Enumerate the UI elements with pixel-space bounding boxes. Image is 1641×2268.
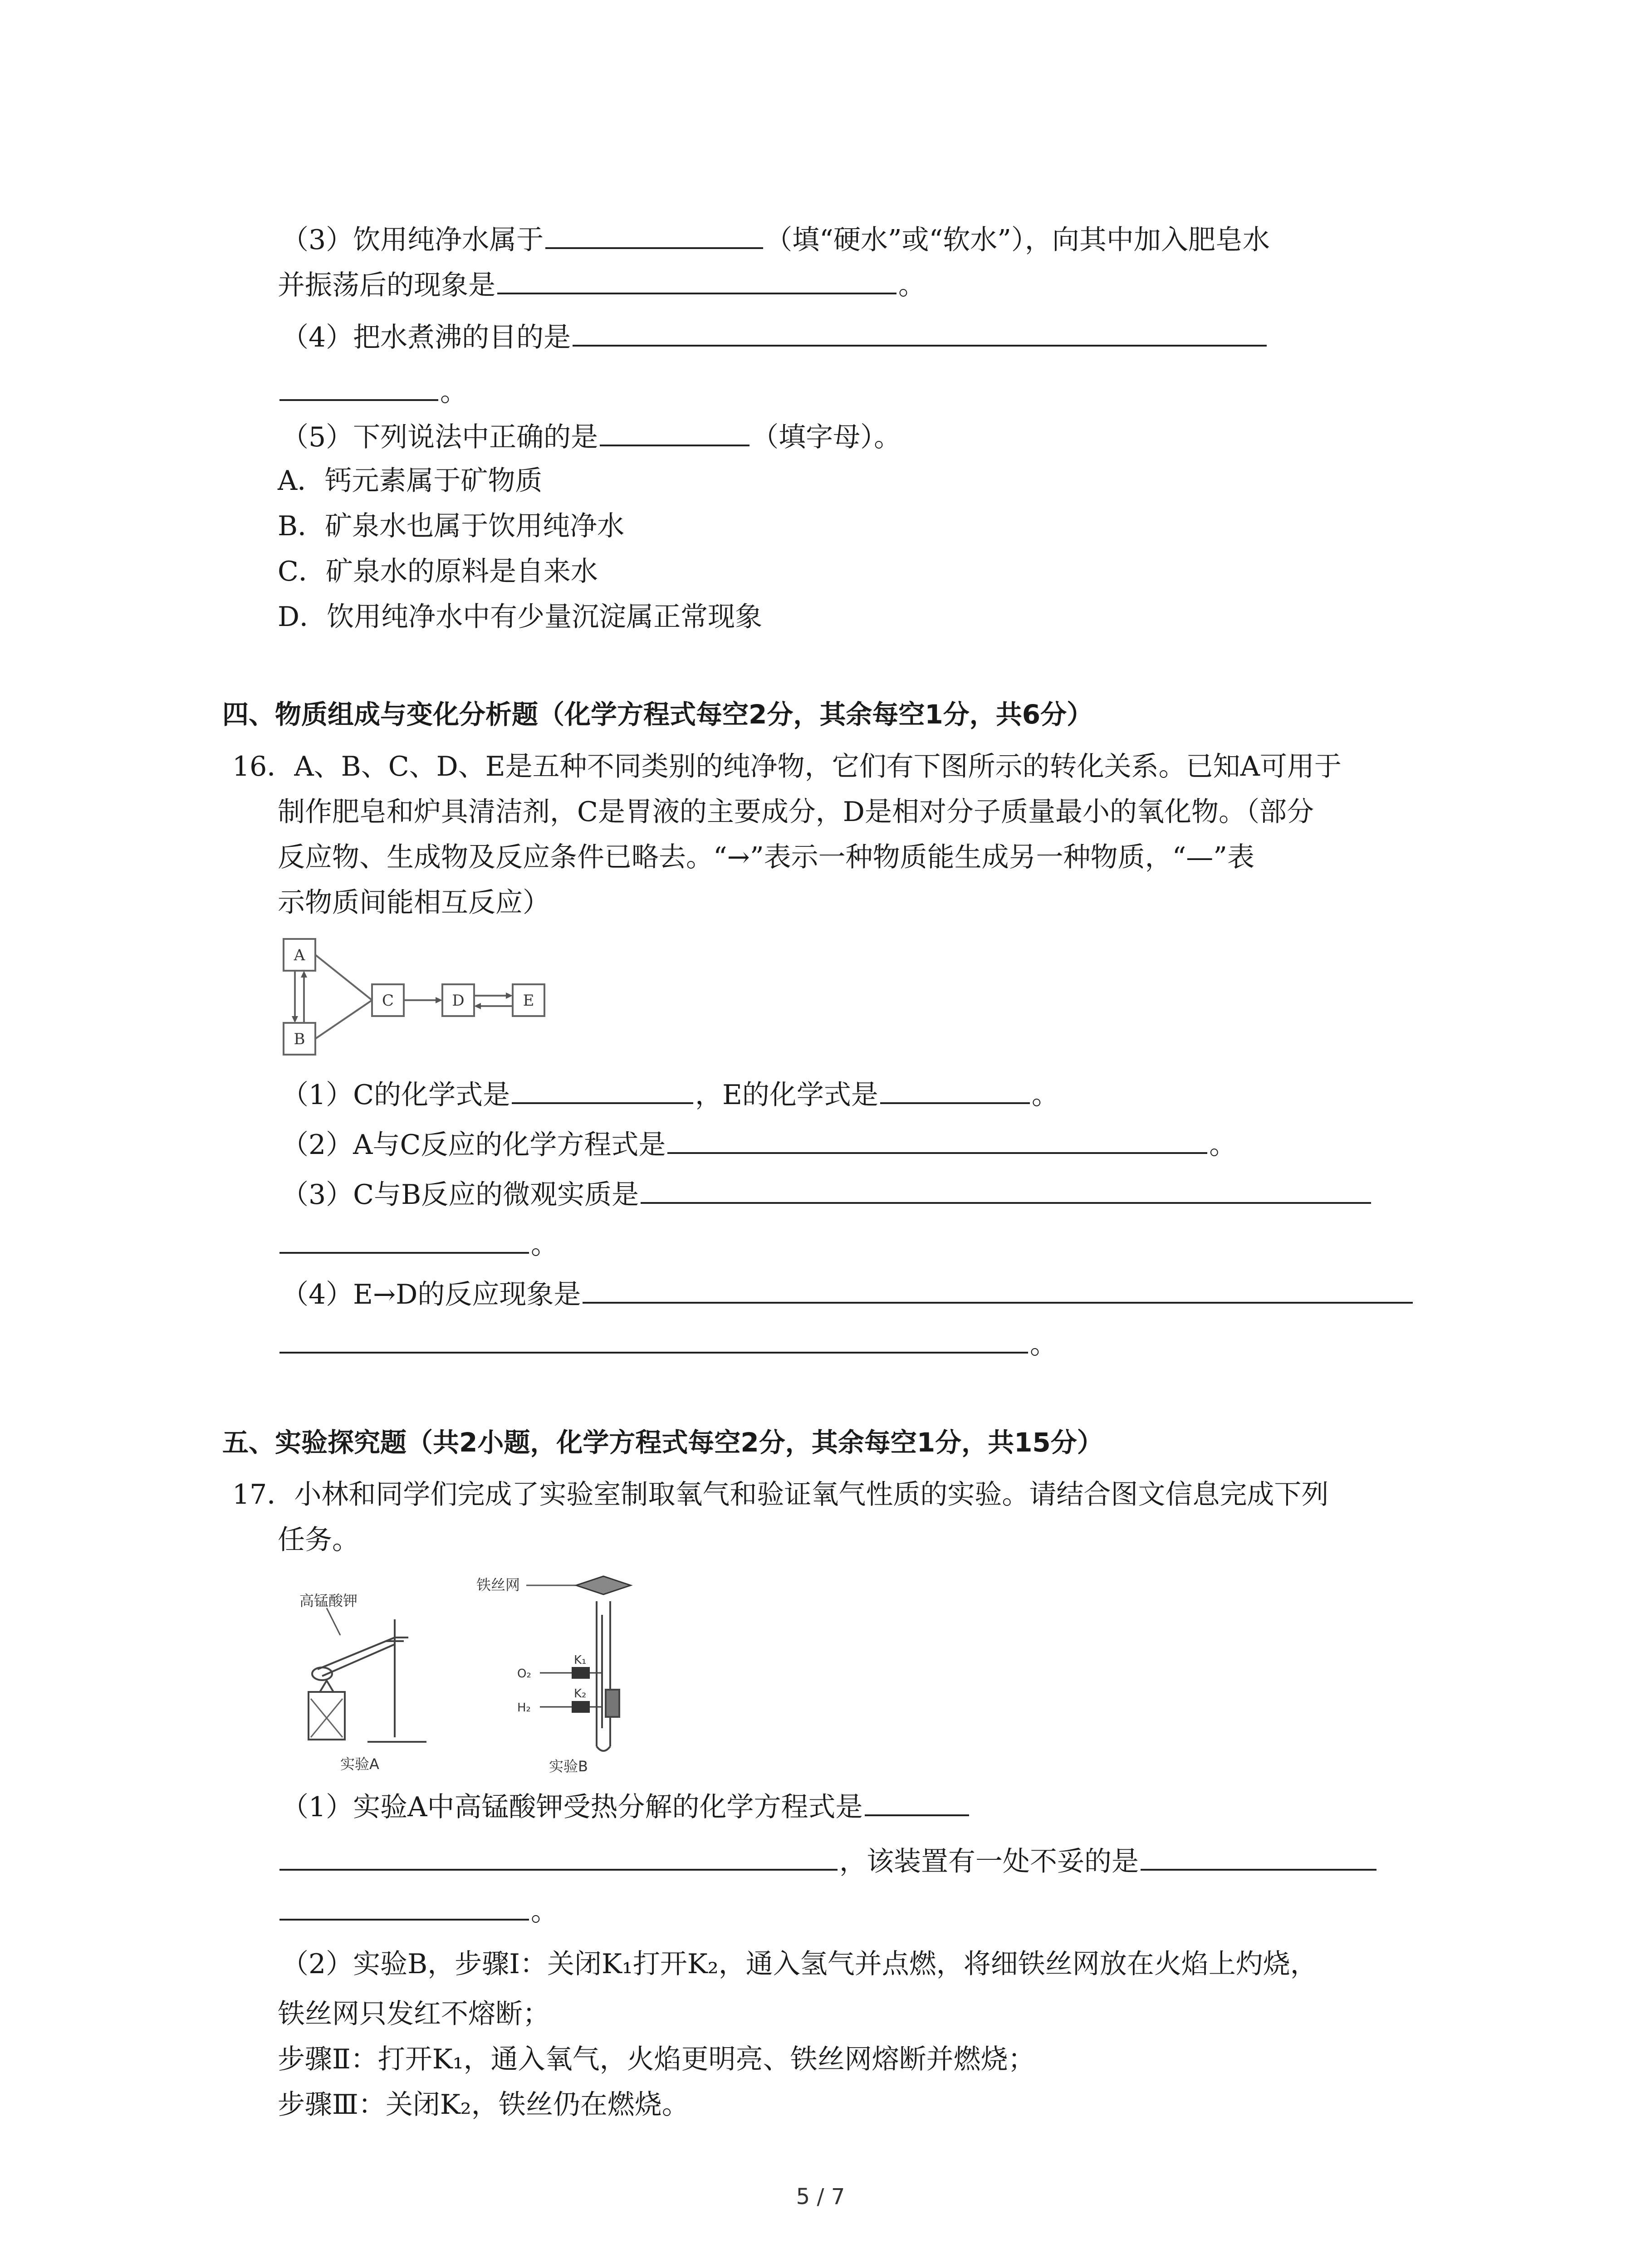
answer-blank[interactable]: [583, 1275, 1413, 1304]
q15-option-b: B．矿泉水也属于饮用纯净水: [278, 510, 625, 542]
answer-blank[interactable]: [279, 1225, 529, 1254]
answer-blank[interactable]: [279, 372, 438, 401]
k2-valve[interactable]: [572, 1701, 590, 1713]
answer-blank[interactable]: [1141, 1842, 1376, 1871]
answer-blank[interactable]: [865, 1787, 969, 1816]
answer-blank[interactable]: [641, 1175, 1371, 1204]
q16-conversion-diagram: [279, 934, 569, 1061]
q16-stem-line1: 16．A、B、C、D、E是五种不同类别的纯净物，它们有下图所示的转化关系。已知A可用于: [232, 751, 1342, 782]
potassium-permanganate-label: 高锰酸钾: [299, 1592, 358, 1609]
answer-blank[interactable]: [512, 1075, 693, 1104]
b-c-line: [315, 1000, 372, 1039]
q17-sub1-line1: （1）实验A中高锰酸钾受热分解的化学方程式是: [281, 1787, 971, 1825]
experiment-b-caption: 实验B: [549, 1758, 588, 1775]
answer-blank[interactable]: [667, 1125, 1207, 1154]
q15-part4-line2: 。: [278, 372, 467, 410]
q16-stem-line2: 制作肥皂和炉具清洁剂，C是胃液的主要成分，D是相对分子质量最小的氧化物。（部分: [278, 796, 1314, 828]
q15-option-d: D．饮用纯净水中有少量沉淀属正常现象: [278, 601, 763, 633]
iron-wire-mesh: [576, 1576, 631, 1594]
answer-blank[interactable]: [545, 220, 763, 249]
label-b: B: [294, 1030, 305, 1048]
q16-sub3-line1: （3）C与B反应的微观实质是: [281, 1175, 1373, 1213]
section-5-heading: 五、实验探究题（共2小题，化学方程式每空2分，其余每空1分，共15分）: [222, 1427, 1103, 1458]
a-c-line: [315, 955, 372, 1000]
answer-blank[interactable]: [279, 1892, 529, 1921]
q16-sub1: （1）C的化学式是 ，E的化学式是 。: [281, 1075, 1059, 1113]
answer-blank[interactable]: [880, 1075, 1030, 1104]
q17-sub2-line4: 步骤Ⅲ：关闭K₂，铁丝仍在燃烧。: [278, 2089, 689, 2121]
answer-blank[interactable]: [279, 1842, 838, 1871]
q17-sub2-line2: 铁丝网只发红不熔断；: [278, 1998, 550, 2030]
page-number: 5 / 7: [796, 2184, 845, 2209]
q15-option-a: A．钙元素属于矿物质: [278, 465, 543, 497]
q17-sub1-line2: ，该装置有一处不妥的是: [278, 1842, 1378, 1880]
iron-wire-mesh-label: 铁丝网: [476, 1576, 520, 1593]
answer-blank[interactable]: [600, 417, 749, 446]
q16-stem-line4: 示物质间能相互反应）: [278, 887, 550, 919]
label-d: D: [452, 992, 465, 1010]
answer-blank[interactable]: [573, 318, 1267, 347]
q17-sub2-line1: （2）实验B，步骤Ⅰ：关闭K₁打开K₂，通入氢气并点燃，将细铁丝网放在火焰上灼烧，: [281, 1948, 1318, 1980]
experiment-a-figure: [290, 1588, 445, 1778]
q15-part3-line1: （3）饮用纯净水属于 （填“硬水”或“软水”），向其中加入肥皂水: [281, 220, 1270, 258]
q17-sub1-line3: 。: [278, 1892, 558, 1930]
k1-label: K₁: [574, 1653, 587, 1667]
q16-stem-line3: 反应物、生成物及反应条件已略去。“→”表示一种物质能生成另一种物质，“—”表: [278, 841, 1254, 873]
q16-sub4-line1: （4）E→D的反应现象是: [281, 1275, 1415, 1313]
h2-inlet-label: H₂: [517, 1701, 531, 1715]
q17-stem-line1: 17．小林和同学们完成了实验室制取氧气和验证氧气性质的实验。请结合图文信息完成下列: [232, 1479, 1329, 1510]
q17-stem-line2: 任务。: [278, 1524, 359, 1556]
q16-sub3-line2: 。: [278, 1225, 558, 1263]
o2-inlet-label: O₂: [517, 1667, 531, 1681]
q16-sub2: （2）A与C反应的化学方程式是 。: [281, 1125, 1236, 1163]
k1-valve[interactable]: [572, 1667, 590, 1679]
k2-label: K₂: [574, 1687, 587, 1701]
experiment-a-caption: 实验A: [340, 1755, 379, 1773]
experiment-b-figure: [472, 1574, 662, 1778]
q17-sub2-line3: 步骤Ⅱ：打开K₁，通入氧气，火焰更明亮、铁丝网熔断并燃烧；: [278, 2043, 1035, 2075]
label-a: A: [294, 946, 305, 964]
section-4-heading: 四、物质组成与变化分析题（化学方程式每空2分，其余每空1分，共6分）: [222, 699, 1093, 730]
answer-blank[interactable]: [497, 265, 896, 294]
q15-part3-line2: 并振荡后的现象是 。: [278, 265, 926, 303]
label-c: C: [382, 992, 394, 1010]
q15-part4-line1: （4）把水煮沸的目的是: [281, 318, 1269, 356]
q15-part5: （5）下列说法中正确的是 （填字母）。: [281, 417, 901, 455]
q15-option-c: C．矿泉水的原料是自来水: [278, 556, 598, 587]
q16-sub4-line2: 。: [278, 1325, 1057, 1363]
label-e: E: [523, 992, 534, 1010]
answer-blank[interactable]: [279, 1325, 1028, 1354]
